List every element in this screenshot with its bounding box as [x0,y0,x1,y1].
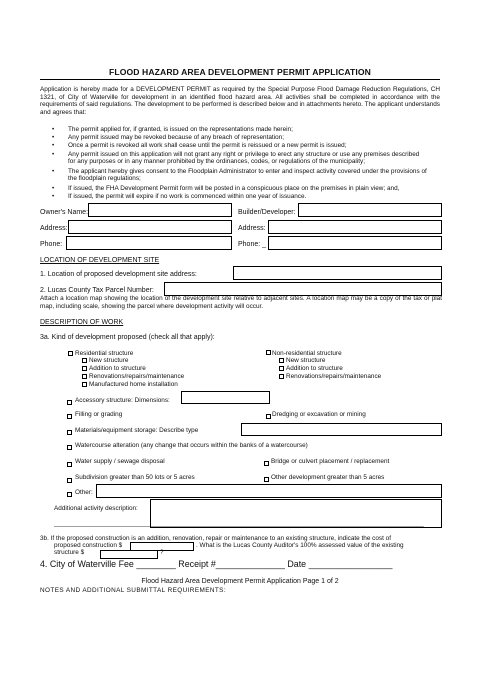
work-heading: DESCRIPTION OF WORK [40,319,124,326]
owner-name-label: Owner's Name: [40,209,89,216]
builder-phone-label: Phone: _ [238,241,267,248]
res-new-checkbox[interactable] [82,358,87,363]
question-3b-line2-end: . What is the Lucas County Auditor's 100% assessed value of the existing [196,542,404,549]
page-footer: Flood Hazard Area Development Permit Application Page 1 of 2 [141,578,339,585]
owner-phone-label: Phone: [40,241,63,248]
owner-name-field[interactable] [88,203,232,217]
accessory-label: Accessory structure: Dimensions: [75,397,170,404]
subdivision-checkbox[interactable] [67,478,72,483]
builder-address-field[interactable] [268,220,442,234]
subdivision-label: Subdivision greater than 50 lots or 5 acres [75,474,195,481]
nonres-new-checkbox[interactable] [279,358,284,363]
materials-label: Materials/equipment storage: Describe type [75,427,199,434]
page-title: FLOOD HAZARD AREA DEVELOPMENT PERMIT APPLICATION [109,67,371,77]
other-checkbox[interactable] [67,492,72,497]
other-description-field[interactable] [96,484,442,498]
res-new-label: New structure [89,357,129,364]
site-address-label: 1. Location of proposed development site address: [40,271,197,278]
nonres-addition-checkbox[interactable] [279,366,284,371]
watercourse-checkbox[interactable] [67,445,72,450]
location-heading: LOCATION OF DEVELOPMENT SITE [40,257,160,264]
watercourse-label: Watercourse alteration (any change that occurs within the banks of a watercourse) [75,442,308,449]
res-manufactured-checkbox[interactable] [82,382,87,387]
other-development-label: Other development greater than 5 acres [271,474,385,481]
additional-activity-label: Additional activity description: [54,505,138,512]
tax-parcel-label: 2. Lucas County Tax Parcel Number: [40,287,154,294]
accessory-checkbox[interactable] [67,400,72,405]
additional-activity-underline: ________________________________________________________________________________________________________ [54,520,424,527]
builder-phone-field[interactable] [268,236,442,250]
res-renovation-label: Renovations/repairs/maintenance [89,373,185,380]
assessed-value-field[interactable] [100,550,158,559]
title-rule [40,79,440,80]
location-map-note: Attach a location map showing the location of the development site relative to adjacent sites. A location map may be a copy of the tax or plat map, including scale, showing the parcel where development activity will occur. [40,295,442,310]
question-3b-line1: 3b. If the proposed construction is an addition, renovation, repair or maintenance to an existing structure, indicate the cost of [40,535,391,542]
builder-name-label: Builder/Developer: [238,209,296,216]
res-manufactured-label: Manufactured home installation [89,381,178,388]
nonres-addition-label: Addition to structure [286,365,343,372]
question-3b-line3-start: structure $ [54,549,85,556]
filling-checkbox[interactable] [67,414,72,419]
materials-checkbox[interactable] [67,430,72,435]
bridge-checkbox[interactable] [264,461,269,466]
water-supply-label: Water supply / sewage disposal [75,458,165,465]
bridge-label: Bridge or culvert placement / replacement [271,458,390,465]
materials-type-field[interactable] [241,423,442,436]
tax-parcel-field[interactable] [164,282,442,296]
other-label: Other: [75,489,93,496]
dredging-checkbox[interactable] [266,414,271,419]
intro-paragraph: Application is hereby made for a DEVELOPMENT PERMIT as required by the Special Purpose Flood Damage Reduction Regulations, CH 1321, of City of Waterville for development in an identified flood hazard area. All activities shall be completed in accordance with the requirements of said regulations. The development to be performed is described below and in attachments hereto. The applicant understands and agrees that: [40,86,440,116]
owner-address-label: Address: [40,225,68,232]
owner-address-field[interactable] [68,220,232,234]
nonres-renovation-checkbox[interactable] [279,374,284,379]
question-3a: 3a. Kind of development proposed (check all that apply): [40,334,215,341]
other-development-checkbox[interactable] [264,477,269,482]
residential-checkbox[interactable] [68,351,73,356]
site-address-field[interactable] [233,266,442,280]
water-supply-checkbox[interactable] [67,462,72,467]
fee-receipt-date-line: 4. City of Waterville Fee ________ Receipt #______________ Date _________________ [40,559,393,569]
res-addition-label: Addition to structure [89,365,146,372]
builder-address-label: Address: [238,225,266,232]
filling-label: Filling or grading [75,411,123,418]
notes-heading: NOTES AND ADDITIONAL SUBMITTAL REQUIREMENTS: [40,587,227,594]
nonres-new-label: New structure [286,357,326,364]
res-renovation-checkbox[interactable] [82,374,87,379]
accessory-dimensions-field[interactable] [181,391,270,404]
dredging-label: Dredging or excavation or mining [272,411,366,418]
residential-label: Residential structure [75,350,134,357]
nonresidential-checkbox[interactable] [266,350,271,355]
question-3b-line2-start: proposed construction $ [54,542,123,549]
nonres-renovation-label: Renovations/repairs/maintenance [286,373,382,380]
nonresidential-label: Non-residential structure [272,350,342,357]
owner-phone-field[interactable] [66,236,232,250]
res-addition-checkbox[interactable] [82,366,87,371]
question-3b-line3-end: ? [160,549,164,556]
builder-name-field[interactable] [298,203,442,217]
